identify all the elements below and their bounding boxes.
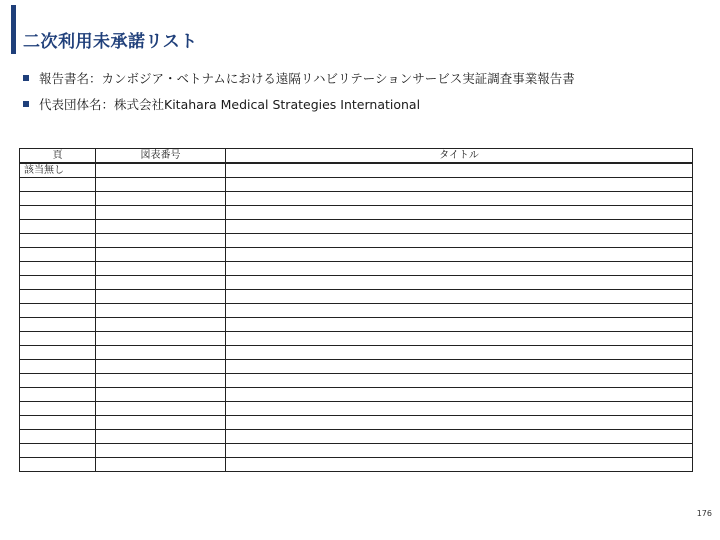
cell-page — [20, 206, 96, 220]
cell-figure-number — [96, 416, 226, 430]
cell-title — [226, 430, 693, 444]
table-row — [20, 192, 693, 206]
page-title: 二次利用未承諾リスト — [23, 32, 198, 52]
report-name-text — [39, 69, 575, 87]
cell-figure-number — [96, 206, 226, 220]
cell-page — [20, 262, 96, 276]
cell-page — [20, 290, 96, 304]
table-row — [20, 276, 693, 290]
cell-page — [20, 248, 96, 262]
unapproved-list-table — [19, 148, 693, 472]
cell-page — [20, 444, 96, 458]
organization-label: 代表団体名： — [39, 97, 115, 112]
table-row — [20, 332, 693, 346]
table-row — [20, 234, 693, 248]
cell-title — [226, 234, 693, 248]
cell-figure-number — [96, 234, 226, 248]
table-header-row — [20, 149, 693, 164]
cell-title — [226, 262, 693, 276]
cell-title — [226, 192, 693, 206]
column-header-title: タイトル — [226, 149, 693, 164]
cell-figure-number — [96, 290, 226, 304]
table-row — [20, 163, 693, 178]
report-name-label: 報告書名： — [39, 71, 102, 86]
table-row — [20, 248, 693, 262]
bullet-square-icon — [23, 75, 29, 81]
cell-page — [20, 430, 96, 444]
cell-page: 該当無し — [20, 163, 96, 178]
table-row — [20, 360, 693, 374]
cell-figure-number — [96, 318, 226, 332]
title-accent-bar — [11, 5, 16, 54]
organization-bullet — [23, 95, 420, 113]
cell-page — [20, 276, 96, 290]
cell-figure-number — [96, 248, 226, 262]
cell-title — [226, 220, 693, 234]
table-row — [20, 346, 693, 360]
cell-title — [226, 388, 693, 402]
table-row — [20, 220, 693, 234]
cell-page — [20, 178, 96, 192]
organization-text — [39, 95, 420, 113]
cell-figure-number — [96, 220, 226, 234]
report-name-value: カンボジア・ベトナムにおける遠隔リハビリテーションサービス実証調査事業報告書 — [101, 71, 575, 86]
cell-figure-number — [96, 402, 226, 416]
bullet-square-icon — [23, 101, 29, 107]
table-row — [20, 458, 693, 472]
cell-title — [226, 318, 693, 332]
table-row — [20, 416, 693, 430]
cell-figure-number — [96, 458, 226, 472]
cell-title — [226, 458, 693, 472]
cell-figure-number — [96, 374, 226, 388]
cell-figure-number — [96, 444, 226, 458]
report-name-bullet — [23, 69, 575, 87]
cell-figure-number — [96, 388, 226, 402]
cell-page — [20, 192, 96, 206]
table-row — [20, 430, 693, 444]
cell-title — [226, 416, 693, 430]
column-header-page: 頁 — [20, 149, 96, 164]
table-row — [20, 206, 693, 220]
cell-figure-number — [96, 346, 226, 360]
page-number: 176 — [696, 509, 712, 518]
table-row — [20, 374, 693, 388]
table-row — [20, 388, 693, 402]
cell-figure-number — [96, 178, 226, 192]
cell-title — [226, 178, 693, 192]
table-row — [20, 318, 693, 332]
organization-value: 株式会社Kitahara Medical Strategies International — [114, 97, 421, 112]
cell-title — [226, 163, 693, 178]
cell-page — [20, 220, 96, 234]
cell-page — [20, 304, 96, 318]
cell-figure-number — [96, 360, 226, 374]
cell-figure-number — [96, 163, 226, 178]
cell-figure-number — [96, 430, 226, 444]
cell-page — [20, 360, 96, 374]
cell-page — [20, 374, 96, 388]
column-header-figure-number: 図表番号 — [96, 149, 226, 164]
cell-title — [226, 402, 693, 416]
cell-title — [226, 304, 693, 318]
cell-title — [226, 248, 693, 262]
cell-title — [226, 290, 693, 304]
cell-page — [20, 346, 96, 360]
cell-page — [20, 416, 96, 430]
cell-figure-number — [96, 192, 226, 206]
table-body — [20, 163, 693, 472]
cell-title — [226, 276, 693, 290]
cell-title — [226, 360, 693, 374]
cell-figure-number — [96, 332, 226, 346]
table-row — [20, 262, 693, 276]
table-row — [20, 444, 693, 458]
cell-page — [20, 388, 96, 402]
cell-page — [20, 318, 96, 332]
cell-title — [226, 206, 693, 220]
cell-title — [226, 374, 693, 388]
cell-figure-number — [96, 262, 226, 276]
cell-page — [20, 234, 96, 248]
table-row — [20, 290, 693, 304]
cell-figure-number — [96, 276, 226, 290]
table-row — [20, 402, 693, 416]
cell-page — [20, 458, 96, 472]
cell-title — [226, 444, 693, 458]
cell-page — [20, 332, 96, 346]
cell-title — [226, 332, 693, 346]
cell-title — [226, 346, 693, 360]
cell-figure-number — [96, 304, 226, 318]
table-row — [20, 178, 693, 192]
table-row — [20, 304, 693, 318]
cell-page — [20, 402, 96, 416]
